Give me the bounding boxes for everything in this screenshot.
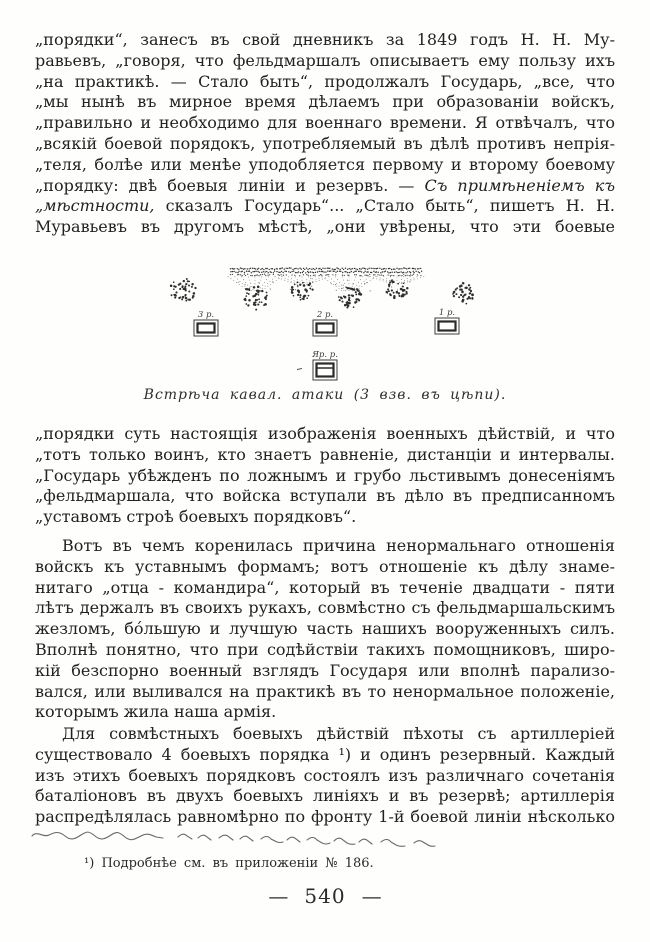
text-line: „фельдмаршала, что войска вступали въ дѣло въ предписанномъ [35, 486, 615, 506]
footer-dash-right: — [361, 884, 382, 908]
text-line: баталіоновъ въ двухъ боевыхъ линіяхъ и въ резервѣ; артиллерія [35, 786, 615, 806]
text-line: которымъ жила наша армія. [35, 702, 277, 722]
text-line: нитаго „отца - командира“, который въ теченіе двадцати - пяти [35, 577, 615, 597]
text-line: существовало 4 боевыхъ порядка ¹) и одинъ резервный. Каждый [35, 744, 615, 764]
text-line: „уставомъ строѣ боевыхъ порядковъ“. [35, 507, 357, 527]
text-line: „на практикѣ. — Стало быть“, продолжалъ Государь, „все, что [35, 71, 615, 91]
company-3-label: 3 р. [197, 310, 215, 320]
company-box-1 [435, 318, 459, 334]
text-line [35, 176, 615, 197]
skirmish-chain-and-clusters [170, 267, 474, 310]
figure-caption: Встрѣча кавал. атаки (3 взв. въ цѣпи). [143, 387, 507, 403]
text-segment: „порядку: двѣ боевыя линіи и резервъ. — [35, 175, 425, 195]
footnote [84, 856, 374, 871]
italic-segment: Съ примѣненіемъ къ [424, 175, 615, 195]
pencil-underline [28, 826, 448, 850]
text-line: вался, или выливался на практикѣ въ то ненормальное положеніе, [35, 681, 615, 701]
text-line: „тотъ только воинъ, кто знаетъ равненіе, дистанціи и интервалы. [35, 444, 615, 464]
paragraph-3 [35, 536, 615, 723]
text-line: жезломъ, бо́льшую и лучшую часть нашихъ вооруженныхъ силъ. [35, 619, 615, 639]
text-line: „правильно и необходимо для военнаго времени. Я отвѣчалъ, что [35, 113, 615, 133]
text-line: Вотъ въ чемъ коренилась причина ненормальнаго отношенія [62, 536, 615, 555]
paragraph-1 [35, 30, 615, 238]
text-line: равьевъ, „говоря, что фельдмаршалъ описываетъ ему пользу ихъ [35, 50, 615, 70]
text-line: „порядки суть настоящія изображенія военныхъ дѣйствій, и что [35, 424, 615, 443]
text-line: Муравьевъ въ другомъ мѣстѣ, „они увѣрены, что эти боевые [35, 217, 615, 237]
italic-segment: „мѣстности, [35, 196, 155, 216]
footnote-marker: ¹) [84, 856, 95, 871]
paragraph-2 [35, 424, 615, 528]
reserve-label: Яр. р. [312, 350, 338, 360]
company-box-3 [194, 320, 218, 336]
text-line: „теля, болѣе или менѣе уподобляется первому и второму боевому [35, 154, 615, 174]
text-line: войскъ къ уставнымъ формамъ; вотъ отношеніе къ дѣлу знаме- [35, 556, 615, 576]
text-line [35, 196, 615, 217]
text-line: Для совмѣстныхъ боевыхъ дѣйствій пѣхоты съ артиллеріей [62, 724, 615, 743]
text-line: Вполнѣ понятно, что при содѣйствіи такихъ помощниковъ, широ- [35, 639, 615, 659]
company-2-label: 2 р. [316, 310, 334, 320]
footer-dash-left: — [268, 884, 289, 908]
text-line: лѣтъ держалъ въ своихъ рукахъ, совмѣстно съ фельдмаршальскимъ [35, 598, 615, 618]
footnote-text: Подробнѣе см. въ приложеніи № 186. [101, 856, 374, 871]
text-line: „всякій боевой порядокъ, употребляемый въ дѣлѣ противъ непрія- [35, 133, 615, 153]
formation-diagram [155, 256, 495, 388]
company-1-label: 1 р. [438, 308, 456, 318]
text-line: „Государь убѣжденъ по ложнымъ и грубо льстивымъ донесеніямъ [35, 465, 615, 485]
reserve-company-box [297, 360, 337, 380]
text-line: кій безспорно военный взглядъ Государя или вполнѣ парализо- [35, 660, 615, 680]
page-footer [0, 884, 650, 908]
text-line: „мы нынѣ въ мирное время дѣлаемъ при образованіи войскъ, [35, 92, 615, 112]
text-line: изъ этихъ боевыхъ порядковъ состоялъ изъ различнаго сочетанія [35, 765, 615, 785]
company-box-2 [313, 320, 337, 336]
text-line: распредѣлялась равномѣрно по фронту 1-й боевой линіи нѣсколько [35, 807, 615, 827]
text-line: „порядки“, занесъ въ свой дневникъ за 1849 годъ Н. Н. Му- [35, 30, 615, 49]
text-segment: сказалъ Государь“... „Стало быть“, пишетъ Н. Н. [154, 196, 615, 216]
paragraph-4 [35, 724, 615, 828]
page-number: 540 [304, 884, 346, 908]
